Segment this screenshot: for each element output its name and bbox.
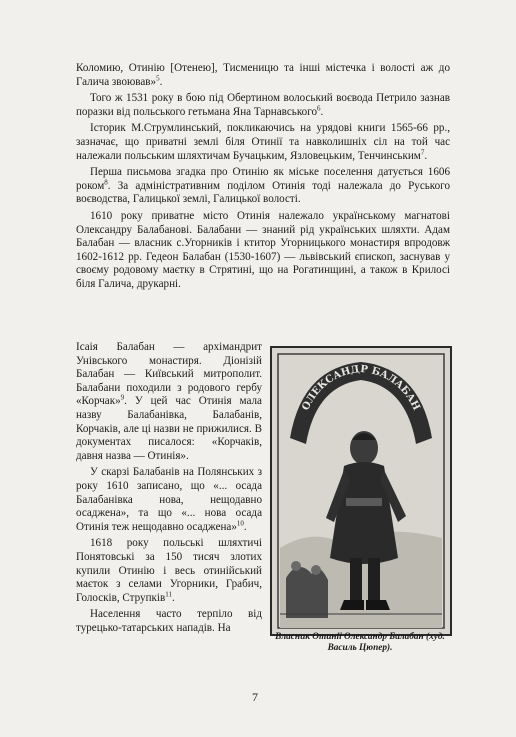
figure-caption: Власник Отинії Олександр Балабан (худ. Василь Цюпер). (275, 632, 445, 653)
portrait-illustration (272, 348, 450, 634)
left-column-text (76, 341, 262, 638)
page-number: 7 (252, 690, 258, 704)
paragraph: Історик М.Струмлинський, покликаючись на урядові книги 1565-66 рр., зазначає, що приватні землі біля Отинії та навколишніх сіл на той час належали польським шляхтичам Бучацьким, Язловецьким, Тенчинським$^7$. (76, 122, 450, 162)
footnote-ref: 8 (104, 178, 108, 187)
footnote-ref: 6 (317, 104, 321, 113)
footnote-ref: 5 (156, 73, 160, 82)
paragraph: У скарзі Балабанів на Полянських з року 1610 записано, що «... осада Балабанівка нова, нещодавно осаджена», та що «... нова осада Отинія теж нещодавно осаджена»$^{10}$. (76, 466, 262, 533)
footnote-ref: 7 (420, 147, 425, 156)
footnote-ref: 11 (165, 590, 172, 598)
portrait-banner-text: ОЛЕКСАНДР БАЛАБАН (300, 363, 422, 413)
portrait-figure (270, 346, 452, 636)
paragraph: Перша письмова згадка про Отинію як міське поселення датується 1606 роком$^8$. За адміністративним поділом Отинія тоді належала до Руського воєводства, Галицької землі, Галицької волості. (76, 166, 450, 206)
paragraph: Населення часто терпіло від турецько-татарських нападів. На (76, 608, 262, 634)
paragraph: Коломию, Отинію [Отенею], Тисменицю та інші містечка і волості аж до Галича звоював»$^5$. (76, 62, 450, 88)
paragraph: 1610 року приватне місто Отинія належало українському магнатові Олександру Балабанові. Балабани — знаний рід українських шляхти. Адам Балабан — власник с.Угорників і ктитор Угорницького монастиря впродовж 1602-1612 рр. Гедеон Балабан (1530-1607) — львівський єпископ, заснував у своєму родовому маєтку в Стрятині, що на Рогатинщині, а також в Крилосі біля Галича, друкарні. (76, 209, 450, 290)
paragraph: Того ж 1531 року в бою під Обертином волоський воєвода Петрило зазнав поразки від польського гетьмана Яна Тарнавського$^6$. (76, 92, 450, 118)
footnote-ref: 10 (236, 519, 244, 528)
footnote-ref: 9 (120, 393, 125, 402)
paragraph: 1618 року польські шляхтичі Понятовські за 150 тисяч злотих купили Отинію і весь отинійський маєток з селами Угорники, Грабич, Голосків, Струпків$^{11}$. (76, 537, 262, 604)
paragraph: Ісаія Балабан — архімандрит Унівського монастиря. Діонізій Балабан — Київський митрополит. Балабани походили з родового гербу «Корчак»$^9$. У цей час Отинія мала назву Балабанівка, Балабанів, Корчаків, але ці назви не прижилися. В документах писалося: «Корчаків, давня назва — Отинія». (76, 341, 262, 462)
main-text-block (76, 62, 450, 295)
